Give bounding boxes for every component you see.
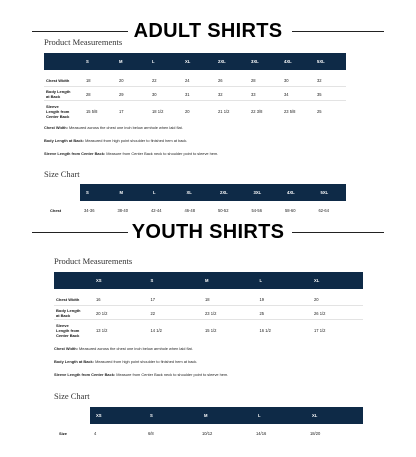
adult-measurements-header [44, 53, 346, 70]
size-header-s: S [86, 190, 89, 195]
note-term: Sleeve Length from Center Back: [54, 372, 116, 377]
size-header-5xl: 5XL [317, 59, 325, 64]
row-label: Body Length [46, 89, 71, 94]
youth-note-body [54, 359, 197, 364]
size-header-3xl: 3XL [253, 190, 262, 195]
row-divider [44, 86, 346, 87]
size-header-l: L [258, 413, 261, 418]
measurement-cell: 23 5/8 [284, 109, 296, 114]
size-header-2xl: 2XL [220, 190, 228, 195]
measurement-cell: 32 [218, 92, 223, 97]
adult-note-chest [44, 125, 183, 130]
size-chart-cell: 10/12 [202, 431, 213, 436]
measurement-cell: 26 [218, 78, 223, 83]
youth-measurements-header [54, 272, 363, 289]
size-header-4xl: 4XL [284, 59, 292, 64]
row-label: Chest Width [46, 77, 70, 83]
measurement-cell: 29 [119, 92, 124, 97]
measurement-cell: 22 3/8 [251, 109, 263, 114]
size-chart-cell: 34-36 [84, 208, 95, 213]
note-text: Measured from high point shoulder to finished hem at back. [84, 138, 188, 143]
row-label: Length from [46, 108, 70, 114]
measurement-cell: 13 1/2 [96, 328, 108, 333]
measurement-cell: 32 [317, 78, 322, 83]
size-header-3xl: 3XL [251, 59, 259, 64]
measurement-cell: 22 [150, 311, 156, 316]
row-label: Chest Width [56, 296, 80, 302]
row-label: at Back [46, 94, 61, 99]
adult-note-body [44, 138, 187, 143]
size-header-m: M [204, 413, 208, 418]
row-label: Center Back [46, 113, 70, 119]
size-header-xs: XS [96, 413, 102, 418]
size-header-4xl: 4XL [287, 190, 295, 195]
size-header-xl: XL [312, 413, 318, 418]
size-header-l: L [153, 190, 156, 195]
size-chart-cell: 38-40 [117, 208, 128, 213]
youth-note-chest [54, 346, 193, 351]
size-header-m: M [119, 59, 123, 64]
size-header-s: S [86, 59, 89, 64]
measurement-cell: 15 1/2 [205, 328, 217, 333]
size-header-xl: XL [185, 59, 191, 64]
size-chart-cell: 18/20 [310, 431, 321, 436]
size-header-5xl: 5XL [320, 190, 329, 195]
youth-measurements-table [54, 272, 363, 340]
note-term: Body Length at Back: [54, 359, 94, 364]
measurement-cell: 14 1/2 [150, 328, 162, 333]
row-label: at Back [56, 313, 71, 318]
measurement-cell: 28 [251, 78, 256, 83]
measurement-cell: 17 [119, 109, 124, 114]
measurement-cell: 17 1/2 [314, 328, 326, 333]
measurement-cell: 23 1/2 [205, 311, 217, 316]
measurement-cell: 17 [150, 297, 156, 302]
note-text: Measured across the chest one inch below armhole when laid flat. [77, 346, 193, 351]
measurement-cell: 21 1/2 [218, 109, 230, 114]
measurement-cell: 28 [86, 92, 91, 97]
size-chart-cell: 14/16 [256, 431, 267, 436]
size-chart-cell: 4 [94, 431, 97, 436]
measurement-cell: 30 [284, 78, 289, 83]
measurement-cell: 18 [205, 297, 210, 302]
measurement-cell: 15 5/8 [86, 109, 98, 114]
row-label: Length from [56, 327, 80, 333]
size-header-m: M [205, 278, 209, 283]
measurement-cell: 34 [284, 92, 289, 97]
measurement-cell: 33 [251, 92, 256, 97]
size-chart-cell: 50-52 [218, 208, 229, 213]
size-header-xs: XS [96, 278, 102, 283]
measurement-cell: 35 [317, 92, 322, 97]
banner-rule-right [292, 232, 384, 233]
measurement-cell: 19 [259, 297, 265, 302]
row-divider [54, 319, 363, 320]
size-chart-cell: 6/8 [148, 431, 154, 436]
measurement-cell: 20 1/2 [96, 311, 108, 316]
size-chart-cell: 62-64 [318, 208, 329, 213]
row-label: Center Back [56, 332, 80, 338]
note-text: Measure from Center Back neck to shoulder point to sleeve hem. [105, 151, 219, 156]
adult-note-sleeve [44, 151, 218, 156]
measurement-cell: 16 [96, 297, 101, 302]
adult-banner-title: ADULT SHIRTS [133, 20, 283, 42]
size-chart-cell: 42-44 [151, 208, 162, 213]
row-divider [44, 100, 346, 101]
measurement-cell: 18 [86, 78, 91, 83]
youth-banner [0, 221, 416, 243]
note-term: Body Length at Back: [44, 138, 84, 143]
row-label: Body Length [56, 308, 81, 313]
note-text: Measured across the chest one inch below armhole when laid flat. [67, 125, 183, 130]
note-text: Measured from high point shoulder to finished hem at back. [94, 359, 198, 364]
size-header-l: L [152, 59, 155, 64]
measurement-cell: 20 [119, 78, 124, 83]
size-chart-cell: 46-48 [184, 208, 195, 213]
note-term: Chest Width: [54, 346, 78, 351]
measurement-cell: 24 [185, 78, 190, 83]
youth-size-chart-heading: Size Chart [54, 391, 90, 401]
size-chart-cell: 58-60 [285, 208, 296, 213]
row-label: Sleeve [46, 103, 59, 109]
adult-measurements-table [44, 53, 346, 121]
row-divider [54, 305, 363, 306]
note-text: Measure from Center Back neck to shoulder point to sleeve hem. [115, 372, 229, 377]
measurement-cell: 20 [185, 109, 190, 114]
banner-rule-right [292, 31, 384, 32]
youth-note-sleeve [54, 372, 228, 377]
adult-measurements-heading: Product Measurements [44, 37, 123, 47]
size-header-xl: XL [314, 278, 320, 283]
size-chart-row-label: Size [59, 431, 68, 436]
measurement-cell: 16 1/2 [259, 328, 271, 333]
adult-size-chart-table [50, 184, 346, 216]
row-label: Sleeve [56, 322, 69, 328]
measurement-cell: 30 [152, 92, 157, 97]
note-term: Sleeve Length from Center Back: [44, 151, 106, 156]
size-chart-cell: 54-56 [251, 208, 262, 213]
note-term: Chest Width: [44, 125, 68, 130]
measurement-cell: 25 [317, 109, 322, 114]
youth-size-chart-table [59, 407, 363, 439]
size-header-xl: XL [186, 190, 192, 195]
size-header-s: S [150, 278, 154, 283]
size-header-m: M [119, 190, 123, 195]
size-chart-row-label: Chest [50, 208, 62, 213]
youth-size-chart-header [90, 407, 363, 424]
measurement-cell: 20 [314, 297, 319, 302]
youth-measurements-heading: Product Measurements [54, 256, 133, 266]
size-header-2xl: 2XL [218, 59, 226, 64]
measurement-cell: 26 1/2 [314, 311, 326, 316]
adult-size-chart-heading: Size Chart [44, 169, 80, 179]
size-header-l: L [259, 278, 263, 283]
measurement-cell: 31 [185, 92, 190, 97]
measurement-cell: 25 [259, 311, 265, 316]
youth-banner-title: YOUTH SHIRTS [131, 221, 285, 243]
measurement-cell: 22 [152, 78, 157, 83]
measurement-cell: 18 1/2 [152, 109, 164, 114]
size-header-s: S [150, 413, 153, 418]
adult-size-chart-header [80, 184, 346, 201]
